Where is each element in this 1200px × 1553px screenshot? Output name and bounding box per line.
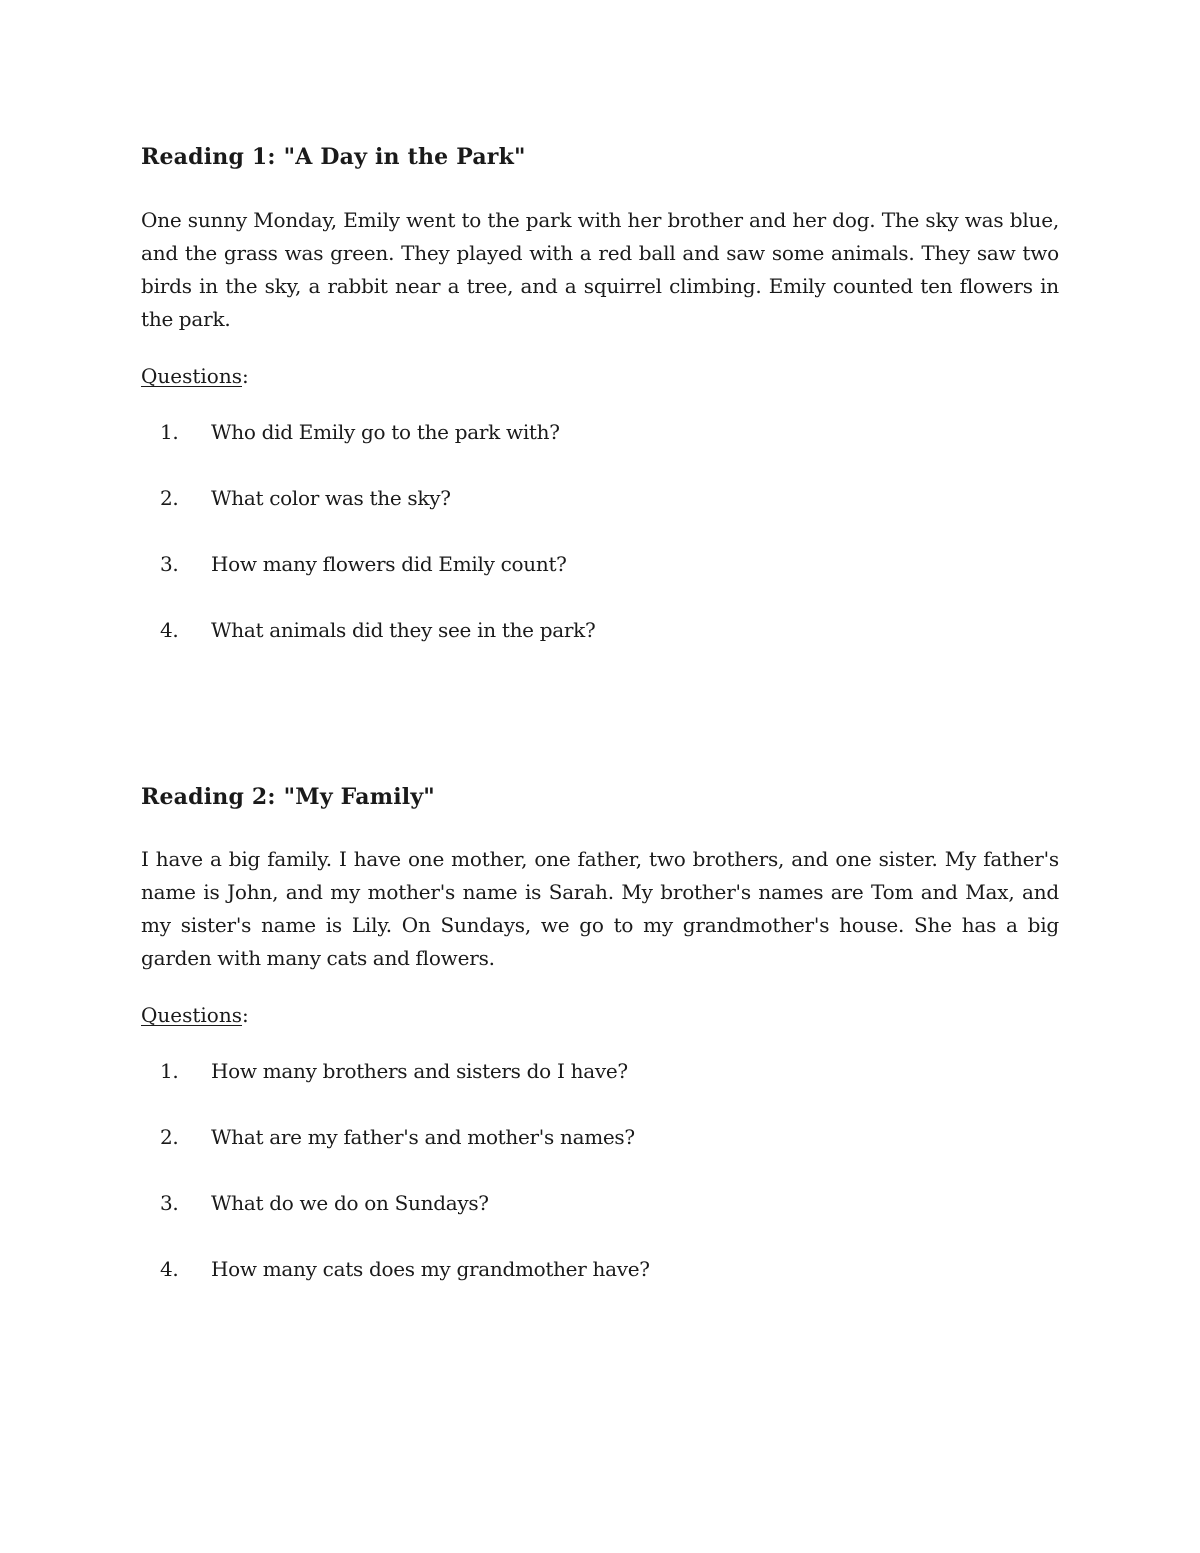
question-number: 4. bbox=[160, 1257, 179, 1281]
list-item bbox=[141, 418, 1059, 484]
question-text: Who did Emily go to the park with? bbox=[211, 420, 560, 444]
question-text: What are my father's and mother's names? bbox=[211, 1125, 635, 1149]
list-item bbox=[141, 616, 1059, 682]
list-item bbox=[141, 550, 1059, 616]
question-text: How many cats does my grandmother have? bbox=[211, 1257, 650, 1281]
questions-colon: : bbox=[242, 364, 249, 388]
question-text: What do we do on Sundays? bbox=[211, 1191, 489, 1215]
question-number: 4. bbox=[160, 618, 179, 642]
list-item bbox=[141, 1123, 1059, 1189]
list-item bbox=[141, 1189, 1059, 1255]
question-text: How many brothers and sisters do I have? bbox=[211, 1059, 628, 1083]
list-item bbox=[141, 1057, 1059, 1123]
question-text: What color was the sky? bbox=[211, 486, 451, 510]
question-number: 2. bbox=[160, 1125, 179, 1149]
question-number: 1. bbox=[160, 1059, 179, 1083]
questions-colon: : bbox=[242, 1003, 249, 1027]
question-number: 3. bbox=[160, 552, 179, 576]
questions-label: Questions bbox=[141, 364, 242, 388]
reading-1-questions-heading bbox=[141, 362, 249, 390]
question-number: 3. bbox=[160, 1191, 179, 1215]
reading-1-passage: One sunny Monday, Emily went to the park with her brother and her dog. The sky was blue, and the grass was green. They played with a red ball and saw some animals. They saw two birds in the sky, a rabbit near a tree, and a squirrel climbing. Emily counted ten flowers in the park. bbox=[141, 208, 1059, 331]
reading-1-question-list bbox=[141, 418, 1059, 682]
list-item bbox=[141, 1255, 1059, 1321]
question-number: 1. bbox=[160, 420, 179, 444]
questions-label: Questions bbox=[141, 1003, 242, 1027]
reading-2-passage: I have a big family. I have one mother, one father, two brothers, and one sister. My father's name is John, and my mother's name is Sarah. My brother's names are Tom and Max, and my sister's name is Lily. On Sundays, we go to my grandmother's house. She has a big garden with many cats and flowers. bbox=[141, 847, 1059, 970]
reading-1-title: Reading 1: "A Day in the Park" bbox=[141, 144, 526, 170]
reading-2-title: Reading 2: "My Family" bbox=[141, 784, 435, 810]
reading-2-question-list bbox=[141, 1057, 1059, 1321]
list-item bbox=[141, 484, 1059, 550]
question-text: How many flowers did Emily count? bbox=[211, 552, 567, 576]
question-text: What animals did they see in the park? bbox=[211, 618, 596, 642]
reading-2-questions-heading bbox=[141, 1001, 249, 1029]
question-number: 2. bbox=[160, 486, 179, 510]
